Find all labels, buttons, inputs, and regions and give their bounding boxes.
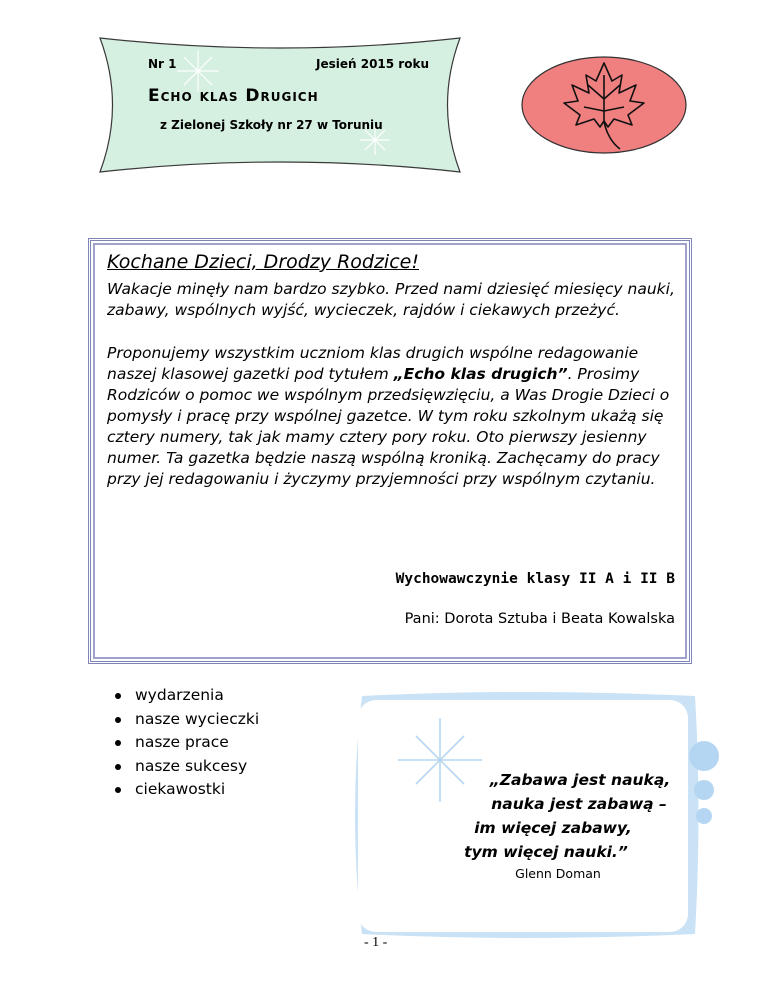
quote-line: nauka jest zabawą – [491,795,667,813]
page-number: - 1 - [364,935,388,950]
newspaper-title: Echo klas Drugich [148,86,319,106]
quote-line: tym więcej nauki.” [464,843,628,861]
maple-leaf-icon [520,55,688,155]
letter-greeting: Kochane Dzieci, Drodzy Rodzice! [107,251,419,273]
letter-box [88,238,692,664]
issue-number: Nr 1 [148,57,177,71]
teacher-names: Pani: Dorota Sztuba i Beata Kowalska [404,611,675,627]
list-item: ciekawostki [108,778,259,802]
quote-author: Glenn Doman [515,866,601,881]
issue-season: Jesień 2015 roku [316,57,429,71]
decor-dot [689,741,719,771]
school-name: z Zielonej Szkoły nr 27 w Toruniu [160,118,383,132]
list-item: nasze prace [108,731,259,755]
quote-line: „Zabawa jest nauką, [489,771,671,789]
quote-text [420,768,680,864]
list-item: nasze wycieczki [108,708,259,732]
newspaper-name-highlight: „Echo klas drugich” [393,365,568,383]
letter-signature: Wychowawczynie klasy II A i II B [395,571,675,587]
topics-list [108,684,259,802]
quote-line: im więcej zabawy, [474,819,632,837]
list-item: nasze sukcesy [108,755,259,779]
list-item: wydarzenia [108,684,259,708]
letter-paragraph-2: Proponujemy wszystkim uczniom klas drugich wspólne redagowanie naszej klasowej gazetki pod tytułem „Echo klas drugich”. Prosimy Rodziców o pomoc we wspólnym przedsięwzięciu, a Was Drogie Dzieci o pomysły i pracę przy wspólnej gazetce. W tym roku szkolnym ukażą się cztery numery, tak jak mamy cztery pory roku. Oto pierwszy jesienny numer. Ta gazetka będzie naszą wspólną kroniką. Zachęcamy do pracy przy jej redagowaniu i życzymy przyjemności przy wspólnym czytaniu. [107,344,670,488]
letter-paragraph-1: Wakacje minęły nam bardzo szybko. Przed nami dziesięć miesięcy nauki, zabawy, wspólnych wyjść, wycieczek, rajdów i ciekawych przeżyć. [107,280,675,319]
